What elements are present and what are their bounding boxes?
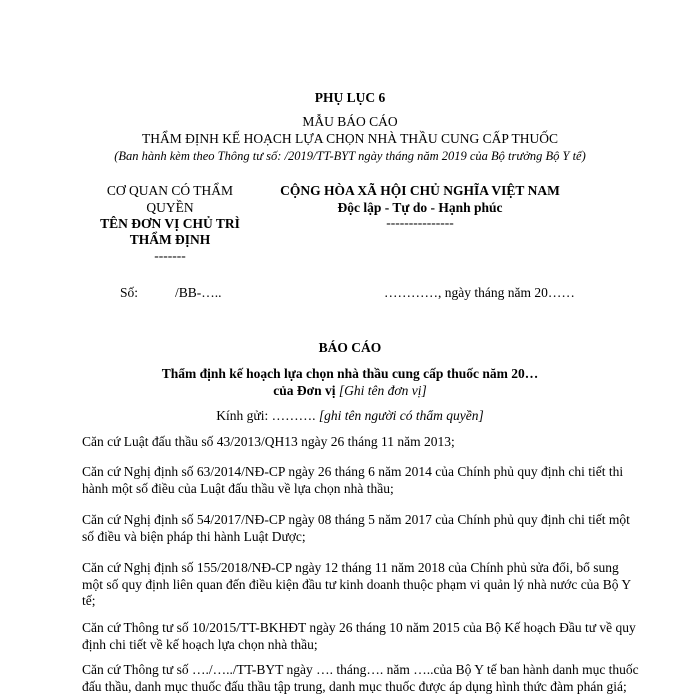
unit-line-2: THẨM ĐỊNH	[129, 232, 211, 247]
paragraph-5: Căn cứ Thông tư số 10/2015/TT-BKHĐT ngày 26 tháng 10 năm 2015 của Bộ Kế hoạch Đầu tư về quy định chi tiết về kế hoạch lựa chọn nhà thầu;	[82, 620, 636, 652]
paragraph-4: Căn cứ Nghị định số 155/2018/NĐ-CP ngày 12 tháng 11 năm 2018 của Chính phủ sửa đổi, bổ sung một số quy định liên quan đến điều kiện đầu tư kinh doanh thuộc phạm vi quản lý nhà nước của Bộ Y tế;	[82, 560, 631, 608]
issued-note: (Ban hành kèm theo Thông tư số: /2019/TT-BYT ngày tháng năm 2019 của Bộ trưởng Bộ Y tế)	[114, 149, 586, 163]
recipient-line	[0, 408, 700, 424]
number-value: /BB-…..	[175, 285, 222, 300]
report-title: BÁO CÁO	[318, 340, 382, 355]
report-subject-prefix: của Đơn vị	[273, 383, 339, 398]
report-subject-line-2	[0, 383, 700, 399]
unit-line-1: TÊN ĐƠN VỊ CHỦ TRÌ	[100, 216, 240, 231]
paragraph-1: Căn cứ Luật đấu thầu số 43/2013/QH13 ngày 26 tháng 11 năm 2013;	[82, 434, 455, 449]
left-divider: -------	[154, 248, 186, 263]
number-label: Số:	[120, 285, 139, 300]
recipient-name: [ghi tên người có thẩm quyền]	[318, 408, 484, 423]
recipient-prefix: Kính gửi: ……….	[216, 408, 319, 423]
form-subtitle: THẨM ĐỊNH KẾ HOẠCH LỰA CHỌN NHÀ THẦU CUNG CẤP THUỐC	[142, 131, 558, 146]
republic-title: CỘNG HÒA XÃ HỘI CHỦ NGHĨA VIỆT NAM	[280, 183, 560, 198]
date-line: …………, ngày tháng năm 20……	[384, 285, 575, 300]
report-subject-line-1: Thẩm định kế hoạch lựa chọn nhà thầu cung cấp thuốc năm 20…	[161, 366, 539, 381]
agency-line-1: CƠ QUAN CÓ THẨM	[106, 183, 234, 198]
paragraph-3: Căn cứ Nghị định số 54/2017/NĐ-CP ngày 08 tháng 5 năm 2017 của Chính phủ quy định chi tiết một số điều và biện pháp thi hành Luật Dược;	[82, 512, 630, 544]
national-motto: Độc lập - Tự do - Hạnh phúc	[337, 200, 503, 215]
paragraph-2: Căn cứ Nghị định số 63/2014/NĐ-CP ngày 26 tháng 6 năm 2014 của Chính phủ quy định chi tiết thi hành một số điều của Luật đấu thầu về lựa chọn nhà thầu;	[82, 464, 624, 496]
appendix-title: PHỤ LỤC 6	[314, 90, 386, 105]
form-title: MẪU BÁO CÁO	[302, 114, 398, 129]
paragraph-6: Căn cứ Thông tư số …./…../TT-BYT ngày …. tháng…. năm …..của Bộ Y tế ban hành danh mục thuốc đấu thầu, danh mục thuốc đấu thầu tập trung, danh mục thuốc được áp dụng hình thức đàm phán giá;	[82, 662, 639, 694]
right-divider: ---------------	[386, 215, 454, 230]
agency-line-2: QUYỀN	[146, 200, 194, 215]
report-subject-unit: [Ghi tên đơn vị]	[338, 383, 427, 398]
